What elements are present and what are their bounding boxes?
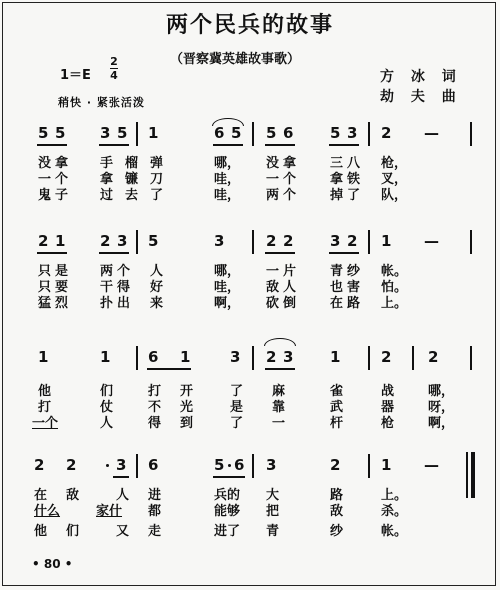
- lyric: 两: [100, 264, 114, 279]
- lyric: 得: [148, 416, 162, 431]
- lyric: 好: [150, 280, 164, 295]
- lyric: 纱: [330, 524, 344, 539]
- lyric: 开: [180, 384, 194, 399]
- lyric: 人: [116, 488, 130, 503]
- lyric: 上。: [381, 296, 408, 311]
- note: 3: [100, 124, 111, 142]
- lyric: 哪，: [214, 264, 241, 279]
- lyric: 拿: [55, 156, 69, 171]
- lyric: 拿: [330, 172, 344, 187]
- lyric: 三: [330, 156, 344, 171]
- lyric: 一: [38, 172, 52, 187]
- note: 3: [283, 348, 294, 366]
- note: 2: [66, 456, 77, 474]
- lyric: 啊，: [214, 296, 241, 311]
- lyric: 进: [148, 488, 162, 503]
- lyric: 打: [148, 384, 162, 399]
- lyric: 杆: [330, 416, 344, 431]
- lyric: 仗: [100, 400, 114, 415]
- lyric: 打: [38, 400, 52, 415]
- lyric: 只: [38, 280, 52, 295]
- key-signature: 1＝E: [60, 68, 91, 83]
- lyric: 他: [34, 524, 48, 539]
- lyric: 片: [283, 264, 297, 279]
- note: 3: [214, 232, 225, 250]
- page-number: • 80 •: [32, 557, 73, 571]
- lyric: 镰: [125, 172, 139, 187]
- note: 2: [381, 348, 392, 366]
- lyric: 能够: [214, 504, 241, 519]
- note: 6: [148, 456, 159, 474]
- tempo-marking: 稍快 · 紧张活泼: [58, 96, 145, 109]
- lyric: 手: [100, 156, 114, 171]
- lyric: 弹: [150, 156, 164, 171]
- lyric: 猛: [38, 296, 52, 311]
- lyric: 路: [330, 488, 344, 503]
- lyric: 得: [117, 280, 131, 295]
- lyric: 个: [283, 188, 297, 203]
- lyric: 了: [230, 384, 244, 399]
- lyric: 了: [150, 188, 164, 203]
- lyric: 拿: [100, 172, 114, 187]
- lyric: 一: [272, 416, 286, 431]
- lyric: 都: [148, 504, 162, 519]
- lyric: 靠: [272, 400, 286, 415]
- note: 2: [428, 348, 439, 366]
- lyric: 上。: [381, 488, 408, 503]
- lyric: 过: [100, 188, 114, 203]
- note: 6: [148, 348, 159, 366]
- lyric: 战: [381, 384, 395, 399]
- lyric: 走: [148, 524, 162, 539]
- lyric: 光: [180, 400, 194, 415]
- lyric: 枪: [381, 416, 395, 431]
- lyric: 杀。: [381, 504, 408, 519]
- note: 5: [55, 124, 66, 142]
- note: 1: [38, 348, 49, 366]
- lyric: 们: [100, 384, 114, 399]
- lyric: 青: [266, 524, 280, 539]
- note: —: [424, 232, 439, 250]
- song-subtitle: （晋察冀英雄故事歌）: [170, 52, 301, 67]
- lyric: 砍: [266, 296, 280, 311]
- lyric: 到: [180, 416, 194, 431]
- lyric: 哇，: [214, 280, 241, 295]
- lyric: 队，: [381, 188, 408, 203]
- lyric: 干: [100, 280, 114, 295]
- lyric: 大: [266, 488, 280, 503]
- note: 2: [347, 232, 358, 250]
- lyric: 帐。: [381, 524, 408, 539]
- lyric: 呀，: [428, 400, 455, 415]
- lyric: 麻: [272, 384, 286, 399]
- lyric: 敌: [330, 504, 344, 519]
- lyric: 在: [34, 488, 48, 503]
- lyric: 来: [150, 296, 164, 311]
- lyric: 哇，: [214, 188, 241, 203]
- lyric: 纱: [347, 264, 361, 279]
- note: 2: [381, 124, 392, 142]
- lyric: 没: [266, 156, 280, 171]
- note: 5: [38, 124, 49, 142]
- lyric: 是: [55, 264, 69, 279]
- note: 2: [330, 456, 341, 474]
- note: 3: [117, 232, 128, 250]
- lyric: 把: [266, 504, 280, 519]
- note: 5: [231, 124, 242, 142]
- note: 5: [266, 124, 277, 142]
- lyric: 是: [230, 400, 244, 415]
- lyric: 他: [38, 384, 52, 399]
- time-signature-top: 2: [110, 55, 118, 68]
- lyric: 枪，: [381, 156, 408, 171]
- lyric: 武: [330, 400, 344, 415]
- note: 1: [381, 232, 392, 250]
- note: 1: [330, 348, 341, 366]
- note: 1: [55, 232, 66, 250]
- lyric: 也: [330, 280, 344, 295]
- lyric: 榴: [125, 156, 139, 171]
- note: 6: [234, 456, 245, 474]
- note: 1: [180, 348, 191, 366]
- lyric: 兵的: [214, 488, 241, 503]
- song-title: 两个民兵的故事: [165, 13, 334, 38]
- lyric: 一: [266, 172, 280, 187]
- note: 6: [214, 124, 225, 142]
- note: 3: [330, 232, 341, 250]
- lyric: 哇，: [214, 172, 241, 187]
- lyric: 只: [38, 264, 52, 279]
- lyric: 叉，: [381, 172, 408, 187]
- lyric: 要: [55, 280, 69, 295]
- lyric: 人: [100, 416, 114, 431]
- lyric: 帐。: [381, 264, 408, 279]
- lyric: 没: [38, 156, 52, 171]
- note: —: [424, 124, 439, 142]
- lyric: 敌: [66, 488, 80, 503]
- note: 2: [266, 348, 277, 366]
- note: 3: [230, 348, 241, 366]
- lyric: 哪，: [214, 156, 241, 171]
- lyric: 啊，: [428, 416, 455, 431]
- lyric: 鬼: [38, 188, 52, 203]
- note: 3: [116, 456, 127, 474]
- lyric: 烈: [55, 296, 69, 311]
- lyric: 掉: [330, 188, 344, 203]
- lyric: 雀: [330, 384, 344, 399]
- lyric: 器: [381, 400, 395, 415]
- time-signature: [110, 56, 118, 81]
- lyric: 人: [283, 280, 297, 295]
- lyric: 什么: [34, 504, 61, 519]
- lyric: 两: [266, 188, 280, 203]
- note: 2: [100, 232, 111, 250]
- lyric: 去: [125, 188, 139, 203]
- lyric: 又: [116, 524, 130, 539]
- note: 2: [266, 232, 277, 250]
- lyric: 进了: [214, 524, 241, 539]
- lyric: 人: [150, 264, 164, 279]
- lyric: 扑: [100, 296, 114, 311]
- lyric: 了: [347, 188, 361, 203]
- note: 1: [381, 456, 392, 474]
- lyric: 青: [330, 264, 344, 279]
- lyric: 拿: [283, 156, 297, 171]
- note: 5: [117, 124, 128, 142]
- lyric: 敌: [266, 280, 280, 295]
- note: 6: [283, 124, 294, 142]
- lyric: 子: [55, 188, 69, 203]
- lyric: 个: [117, 264, 131, 279]
- lyric: 倒: [283, 296, 297, 311]
- note: 3: [347, 124, 358, 142]
- lyric: 们: [66, 524, 80, 539]
- lyric: 在: [330, 296, 344, 311]
- lyric: 了: [230, 416, 244, 431]
- lyricist-credit: 方 冰 词: [380, 69, 462, 85]
- lyric: 八: [347, 156, 361, 171]
- lyric: 不: [148, 400, 162, 415]
- lyric: 路: [347, 296, 361, 311]
- lyric: 怕。: [381, 280, 408, 295]
- lyric: 出: [117, 296, 131, 311]
- note: 5: [148, 232, 159, 250]
- time-signature-bottom: 4: [110, 69, 118, 82]
- lyric: 个: [283, 172, 297, 187]
- lyric: 一: [266, 264, 280, 279]
- lyric: 一个: [32, 416, 59, 431]
- note: 2: [34, 456, 45, 474]
- lyric: 哪，: [428, 384, 455, 399]
- note: 3: [266, 456, 277, 474]
- lyric: 刀: [150, 172, 164, 187]
- note: 1: [148, 124, 159, 142]
- note: —: [424, 456, 439, 474]
- note: 5: [214, 456, 225, 474]
- note: 1: [100, 348, 111, 366]
- note: 2: [38, 232, 49, 250]
- composer-credit: 劫 夫 曲: [380, 89, 462, 105]
- lyric: 害: [347, 280, 361, 295]
- lyric: 铁: [347, 172, 361, 187]
- lyric: 个: [55, 172, 69, 187]
- note: 2: [283, 232, 294, 250]
- lyric: 家什: [96, 504, 123, 519]
- note: 5: [330, 124, 341, 142]
